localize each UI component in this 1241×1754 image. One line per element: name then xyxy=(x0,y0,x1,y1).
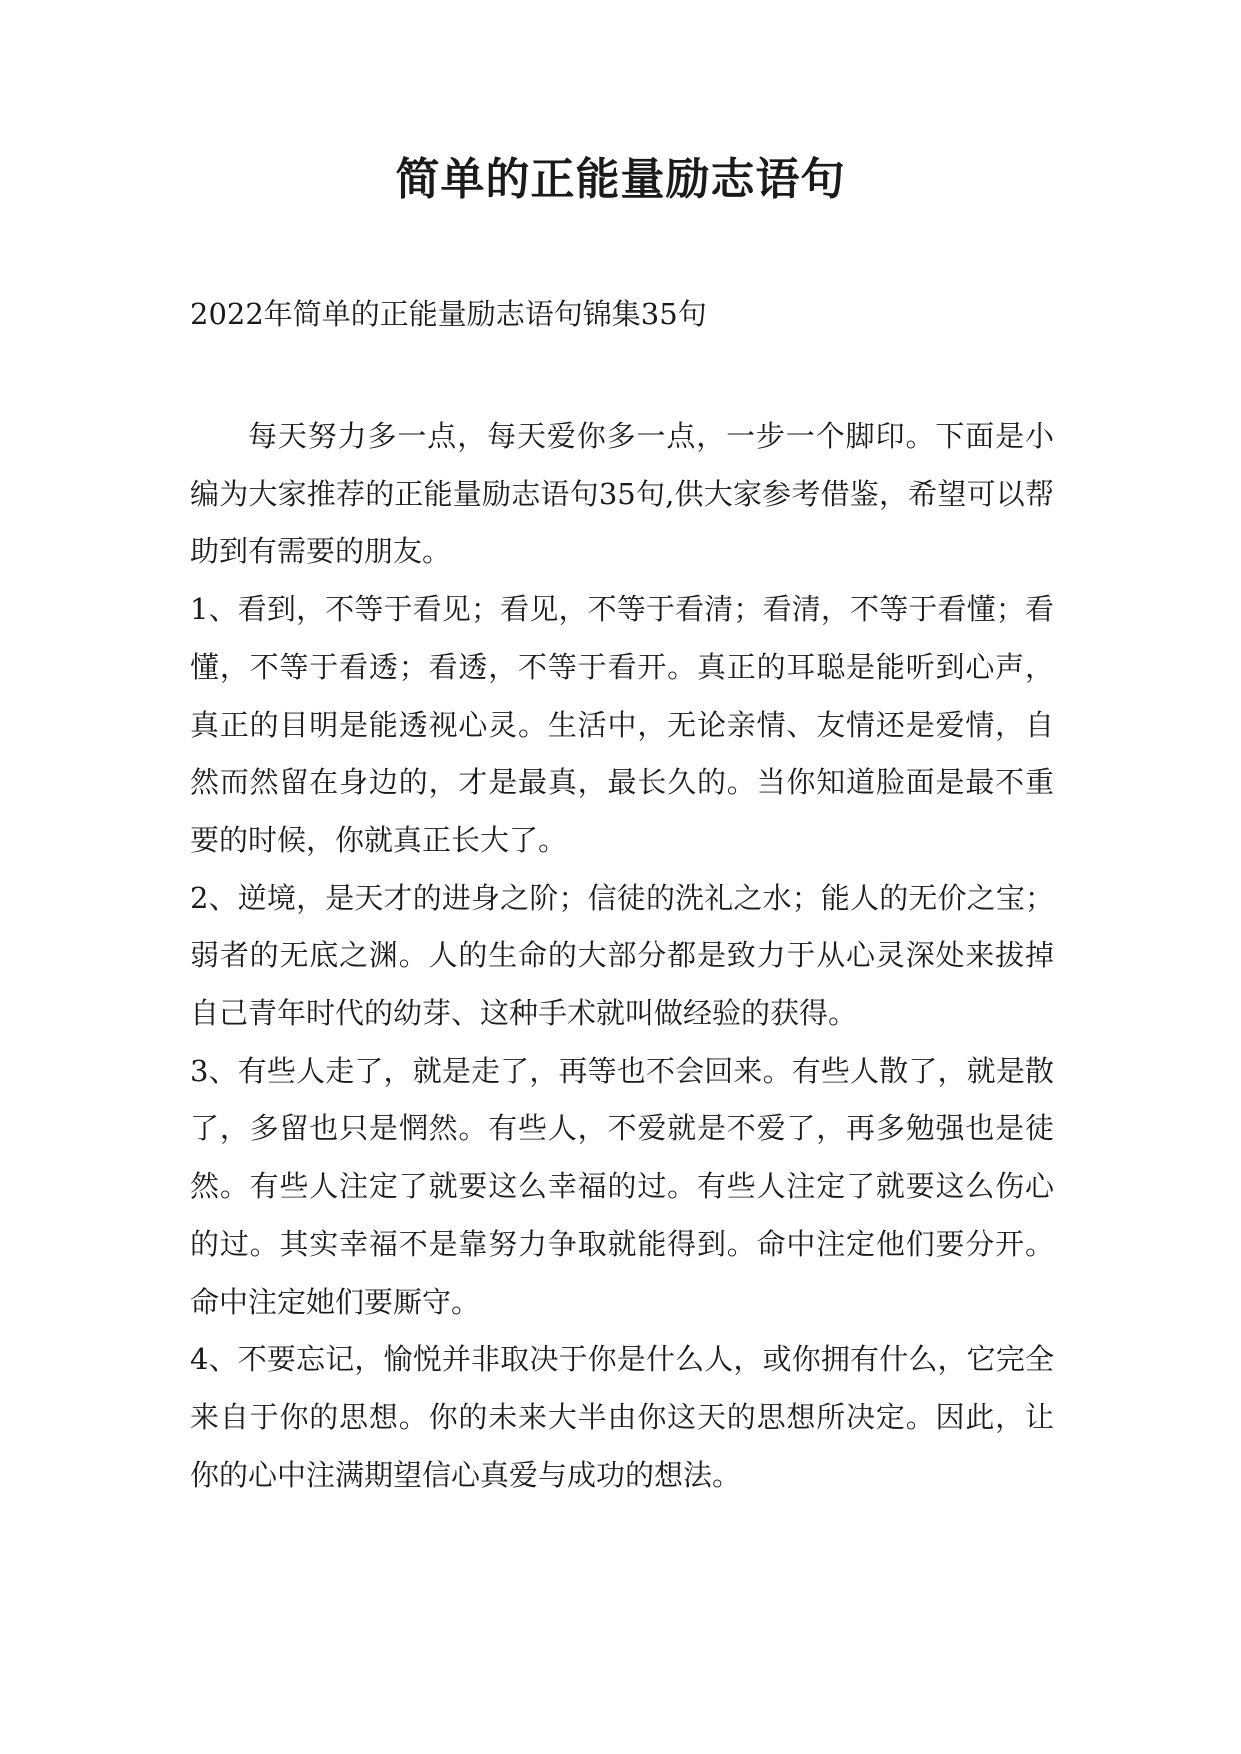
list-item: 4、不要忘记，愉悦并非取决于你是什么人，或你拥有什么，它完全来自于你的思想。你的未来大半由你这天的思想所决定。因此，让你的心中注满期望信心真爱与成功的想法。 xyxy=(190,1342,1054,1492)
document-subtitle: 2022年简单的正能量励志语句锦集35句 xyxy=(190,297,707,331)
intro-paragraph: 每天努力多一点，每天爱你多一点，一步一个脚印。下面是小编为大家推荐的正能量励志语句35句,供大家参考借鉴，希望可以帮助到有需要的朋友。 xyxy=(190,419,1054,569)
list-item: 3、有些人走了，就是走了，再等也不会回来。有些人散了，就是散了，多留也只是惘然。有些人，不爱就是不爱了，再多勉强也是徒然。有些人注定了就要这么幸福的过。有些人注定了就要这么伤心的过。其实幸福不是靠努力争取就能得到。命中注定他们要分开。命中注定她们要厮守。 xyxy=(190,1053,1054,1319)
document-title: 简单的正能量励志语句 xyxy=(395,154,846,205)
document-body xyxy=(190,408,1054,1504)
list-item: 2、逆境，是天才的进身之阶；信徒的洗礼之水；能人的无价之宝；弱者的无底之渊。人的生命的大部分都是致力于从心灵深处来拔掉自己青年时代的幼芽、这种手术就叫做经验的获得。 xyxy=(190,880,1054,1031)
list-item: 1、看到，不等于看见；看见，不等于看清；看清，不等于看懂；看懂，不等于看透；看透，不等于看开。真正的耳聪是能听到心声，真正的目明是能透视心灵。生活中，无论亲情、友情还是爱情，自然而然留在身边的，才是最真，最长久的。当你知道脸面是最不重要的时候，你就真正长大了。 xyxy=(190,592,1054,857)
